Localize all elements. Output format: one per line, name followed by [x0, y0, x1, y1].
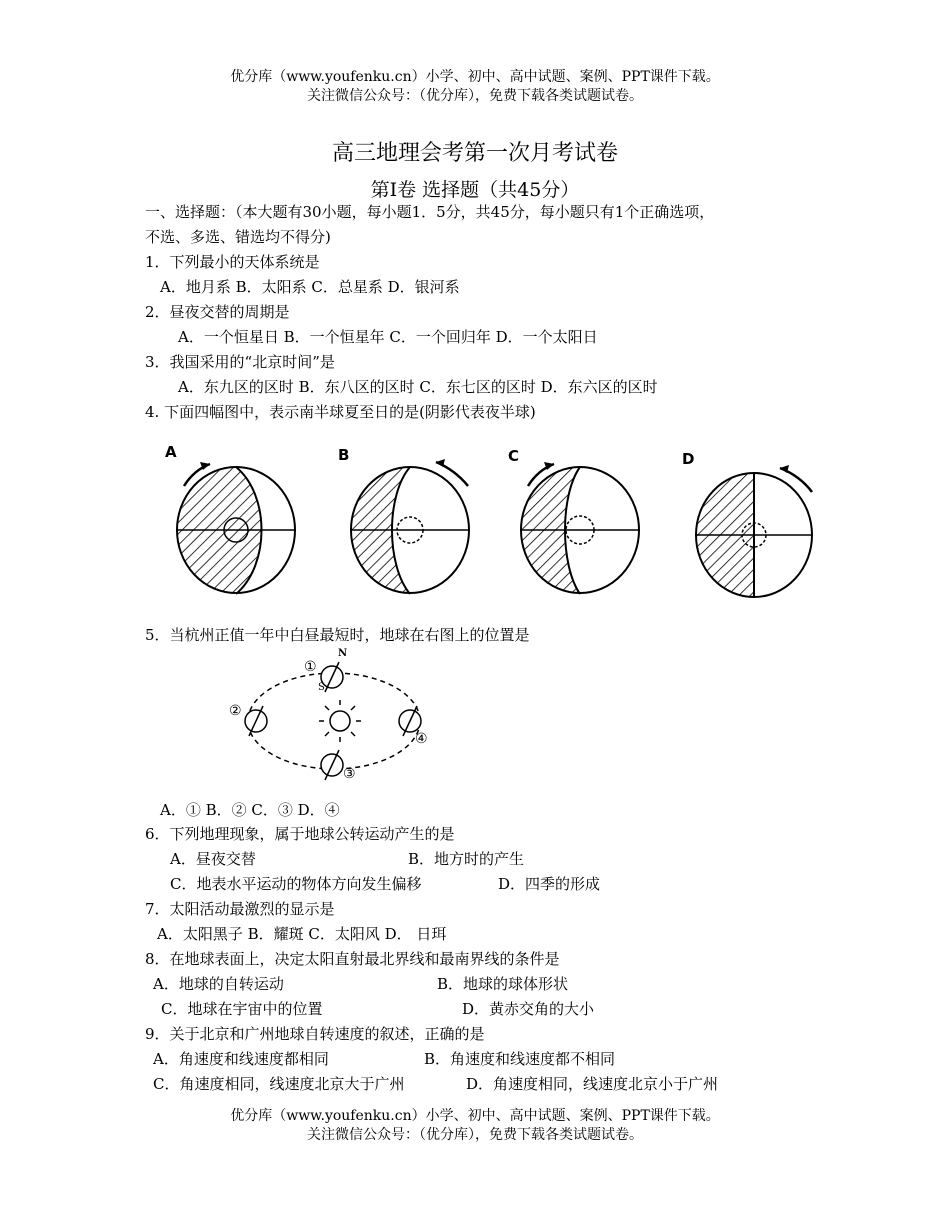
header-line-1: 优分库（www.youfenku.cn）小学、初中、高中试题、案例、PPT课件下载。 [230, 69, 720, 85]
south-pole-label: S [318, 682, 325, 693]
globe-diagram-a [177, 462, 295, 594]
q9-option-d: D．角速度相同，线速度北京小于广州 [466, 1075, 719, 1093]
q6-option-a: A．昼夜交替 [170, 850, 256, 868]
q1-options: A．地月系 B．太阳系 C．总星系 D．银河系 [160, 278, 460, 296]
q7-options: A．太阳黑子 B．耀斑 C．太阳风 D． 日珥 [157, 925, 447, 943]
globe-diagram-c [521, 462, 639, 594]
q9-stem: 9．关于北京和广州地球自转速度的叙述，正确的是 [145, 1025, 485, 1043]
q4-label-d: D [682, 450, 695, 468]
q4-label-c: C [508, 447, 520, 465]
q2-stem: 2．昼夜交替的周期是 [145, 303, 290, 321]
q8-option-d: D．黄赤交角的大小 [462, 1000, 595, 1018]
footer-line-2: 关注微信公众号：（优分库），免费下载各类试题试卷。 [307, 1127, 643, 1143]
position-marker-1: ① [304, 659, 317, 675]
q5-stem: 5．当杭州正值一年中白昼最短时，地球在右图上的位置是 [145, 626, 530, 644]
globe-diagram-d [696, 465, 812, 597]
earth-position-2 [245, 706, 267, 736]
q4-label-b: B [338, 446, 350, 464]
q6-option-b: B．地方时的产生 [408, 850, 525, 868]
q6-stem: 6．下列地理现象，属于地球公转运动产生的是 [145, 825, 455, 843]
position-marker-4: ④ [415, 731, 428, 747]
q4-diagrams [0, 440, 950, 620]
header-line-2: 关注微信公众号：（优分库），免费下载各类试题试卷。 [307, 88, 643, 104]
q7-stem: 7．太阳活动最激烈的显示是 [145, 900, 335, 918]
q4-stem: 4. 下面四幅图中，表示南半球夏至日的是(阴影代表夜半球) [145, 403, 536, 421]
q8-option-b: B．地球的球体形状 [437, 975, 569, 993]
position-marker-2: ② [229, 703, 242, 719]
q9-option-c: C．角速度相同，线速度北京大于广州 [153, 1075, 405, 1093]
earth-position-3 [321, 750, 343, 780]
position-marker-3: ③ [343, 766, 356, 782]
q9-option-b: B．角速度和线速度都不相同 [424, 1050, 616, 1068]
q8-option-a: A．地球的自转运动 [153, 975, 284, 993]
sun-icon [319, 700, 361, 742]
globe-diagram-b [351, 459, 469, 594]
q4-label-a: A [165, 443, 177, 461]
instructions-line-1: 一、选择题：（本大题有30小题，每小题1．5分，共45分，每小题只有1个正确选项， [145, 203, 715, 221]
q3-stem: 3．我国采用的“北京时间”是 [145, 353, 335, 371]
page-title: 高三地理会考第一次月考试卷 [331, 141, 618, 166]
q1-stem: 1．下列最小的天体系统是 [145, 253, 320, 271]
q2-options: A．一个恒星日 B．一个恒星年 C．一个回归年 D．一个太阳日 [178, 328, 598, 346]
q6-option-c: C．地表水平运动的物体方向发生偏移 [170, 875, 422, 893]
footer-line-1: 优分库（www.youfenku.cn）小学、初中、高中试题、案例、PPT课件下载。 [230, 1108, 720, 1124]
q6-option-d: D．四季的形成 [498, 875, 601, 893]
q3-options: A．东九区的区时 B．东八区的区时 C．东七区的区时 D．东六区的区时 [178, 378, 658, 396]
north-pole-label: N [338, 648, 348, 659]
section-subtitle: 第Ⅰ卷 选择题（共45分） [370, 179, 580, 201]
q8-option-c: C．地球在宇宙中的位置 [161, 1000, 323, 1018]
instructions-line-2: 不选、多选、错选均不得分) [145, 228, 331, 246]
q8-stem: 8．在地球表面上，决定太阳直射最北界线和最南界线的条件是 [145, 950, 560, 968]
q5-options: A．① B．② C．③ D．④ [160, 801, 340, 819]
q9-option-a: A．角速度和线速度都相同 [153, 1050, 329, 1068]
